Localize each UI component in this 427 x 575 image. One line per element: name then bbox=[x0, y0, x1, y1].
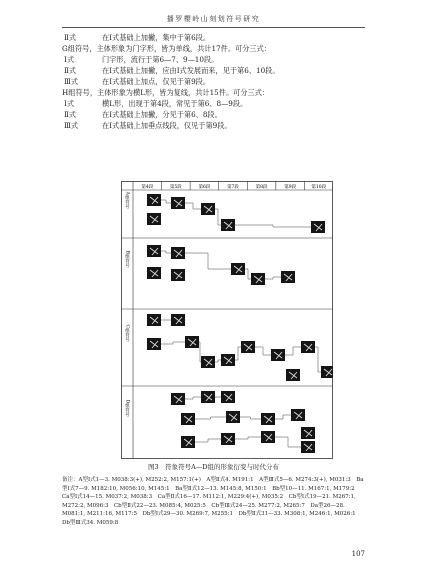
body-line bbox=[64, 33, 210, 43]
body-line bbox=[64, 77, 210, 87]
line-text: 在Ⅰ式基础上加点，仅见于第9段。 bbox=[102, 77, 211, 86]
line-text: 在Ⅰ式基础上加撇，集中于第6段。 bbox=[102, 33, 211, 42]
type-tag: Ⅰ式 bbox=[64, 99, 75, 108]
evolution-connector bbox=[235, 347, 241, 360]
line-text: G组符号，主体形象为门字形，皆为单线，共计17件。可分三式： bbox=[62, 44, 271, 53]
evolution-connector bbox=[195, 417, 226, 419]
evolution-connector bbox=[235, 437, 261, 439]
column-header: 第4段 bbox=[141, 185, 154, 190]
row-label: C组符号 bbox=[124, 324, 130, 342]
column-header: 第6段 bbox=[198, 185, 211, 190]
type-tag: Ⅲ式 bbox=[64, 77, 79, 86]
evolution-connector bbox=[161, 342, 185, 344]
line-text: 在Ⅰ式基础上加撇，应由Ⅰ式发展而来，见于第6、10段。 bbox=[102, 66, 280, 75]
evolution-connector bbox=[240, 417, 261, 419]
evolution-connector bbox=[161, 200, 171, 203]
type-tag: Ⅲ式 bbox=[64, 121, 79, 130]
evolution-connector bbox=[215, 360, 221, 362]
evolution-connector bbox=[265, 277, 281, 279]
row-label: B组符号 bbox=[124, 250, 130, 268]
line-text: 在Ⅰ式基础上加垂点线段，仅见于第9段。 bbox=[102, 121, 232, 130]
body-line bbox=[64, 110, 222, 120]
row-label: A组符号 bbox=[124, 191, 130, 209]
evolution-connector bbox=[315, 347, 321, 372]
column-header: 第9段 bbox=[284, 185, 297, 190]
evolution-connector bbox=[235, 225, 311, 227]
body-line bbox=[64, 55, 218, 65]
evolution-connector bbox=[199, 342, 201, 362]
column-header: 第7段 bbox=[227, 185, 239, 190]
evolution-connector bbox=[285, 347, 301, 355]
evolution-connector bbox=[255, 347, 271, 355]
body-line bbox=[64, 99, 247, 109]
header-rule bbox=[62, 27, 365, 28]
figure-note: 备注：A型Ⅰ式1—3. M038:3(+), M252:2, M157:1(+) A型Ⅱ式4. M191:1 A型Ⅲ式5—6. M274:3(+), M031:3 Ba型Ⅰ式7—9. M182:10, M056:10, M145:1 Ba型Ⅱ式12—13. M145:8, M150:1 Bb型10—11. M167:1, M179:2 Ca型Ⅰ式14—15. M037:2, M038:3 Ca型Ⅱ式16—17. M112:1, M229:4(+), M035:2 Cb型Ⅰ式19—21. M267:1, M272:2, M096:3 Cb型Ⅱ式22—23. M085:4, M025:5 Cb型Ⅲ式24—25. M277:2, M265:7 Da型26—28. M081:1, M211:16, M117:5 Db型Ⅰ式29—30. M269:7, M255:1 Db型Ⅱ式31—33. M308:1, M246:1, M026:1 Db型Ⅲ式34. M059:8 bbox=[62, 477, 364, 526]
evolution-connector bbox=[195, 439, 221, 442]
body-line bbox=[64, 66, 280, 76]
evolution-connector bbox=[185, 253, 231, 269]
line-text: 门字形，流行于第6—7、9—10段。 bbox=[102, 55, 219, 64]
evolution-figure bbox=[121, 181, 333, 459]
body-line bbox=[64, 121, 232, 131]
evolution-connector bbox=[185, 397, 201, 399]
column-header: 第5段 bbox=[169, 185, 182, 190]
evolution-connector bbox=[245, 269, 251, 279]
row-label: D组符号 bbox=[124, 399, 130, 417]
evolution-connector bbox=[185, 203, 201, 209]
type-tag: Ⅱ式 bbox=[64, 66, 77, 75]
type-tag: Ⅱ式 bbox=[64, 33, 77, 42]
figure-caption: 图3 符象符号A—D组的形象衍变与时代分布 bbox=[147, 463, 280, 471]
line-text: 横L形，出现于第4段，常见于第6、8—9段。 bbox=[102, 99, 248, 108]
running-header: 播罗樱岭山刻划符号研究 bbox=[166, 15, 261, 23]
evolution-connector bbox=[161, 251, 171, 253]
type-tag: Ⅱ式 bbox=[64, 110, 77, 119]
evolution-connector bbox=[275, 437, 301, 447]
body-line bbox=[62, 88, 269, 98]
evolution-connector bbox=[215, 209, 221, 225]
type-tag: Ⅰ式 bbox=[64, 55, 75, 64]
evolution-connector bbox=[275, 415, 291, 419]
line-text: H组符号，主体形象为横L形，皆为复线，共计15件。可分三式： bbox=[62, 88, 270, 97]
line-text: 在Ⅰ式基础上加撇，分见于第6、8段。 bbox=[102, 110, 222, 119]
symbol-rubbing bbox=[321, 366, 333, 378]
column-header: 第10段 bbox=[311, 185, 327, 190]
page-number: 107 bbox=[351, 550, 365, 558]
body-line bbox=[62, 44, 271, 54]
column-header: 第8段 bbox=[255, 185, 268, 190]
